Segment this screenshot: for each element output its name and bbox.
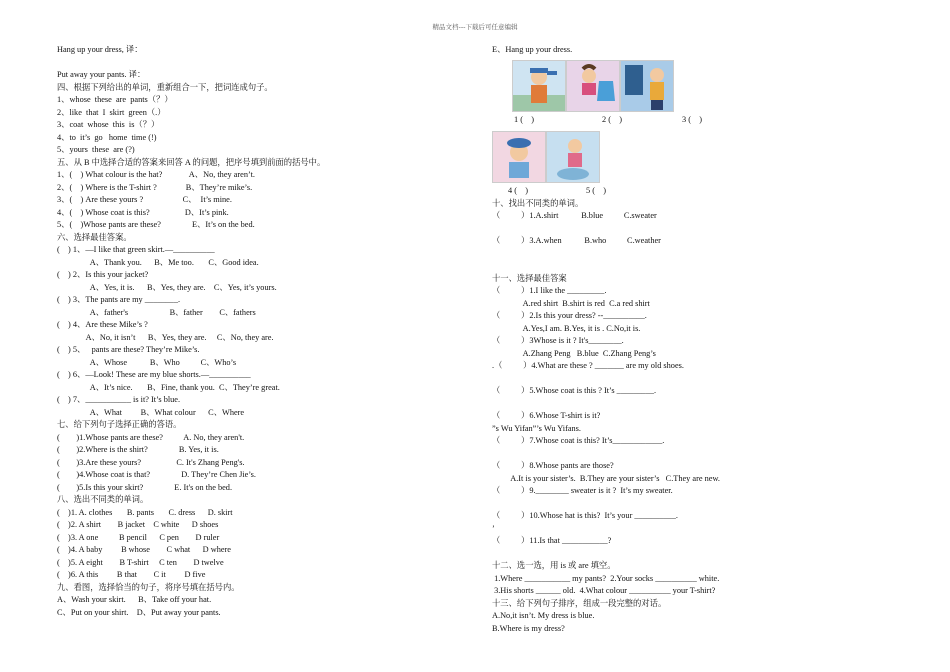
left-column-line: 1、whose these are pants（？） <box>57 95 173 104</box>
left-column-line: 5、( )Whose pants are these? E、It’s on the bed. <box>57 220 255 229</box>
right-column-line: A.Yes,I am. B.Yes, it is . C.No,it is. <box>492 323 641 333</box>
boy-taking-off-hat-picture <box>512 60 566 112</box>
left-column-line: A、Wash your skirt. B、Take off your hat. <box>57 595 212 604</box>
left-column-line: Put away your pants. 译： <box>57 70 146 79</box>
left-column-line: ( )2. A shirt B jacket C white D shoes <box>57 520 219 529</box>
left-column-line: ( ) 5、 pants are these? They’re Mike’s. <box>57 345 200 354</box>
right-column-line <box>492 548 912 561</box>
boy-putting-on-hat-picture <box>492 131 546 183</box>
left-column <box>57 44 457 619</box>
left-column-line: ( )1. A. clothes B. pants C. dress D. skirt <box>57 507 233 517</box>
left-column-line: A、It’s nice. B、Fine, thank you. C、They’re great. <box>57 382 280 392</box>
right-column-line: （ ）3.A.when B.who C.weather <box>492 236 661 245</box>
left-column-line: 七、给下列句子选择正确的答语。 <box>57 420 182 429</box>
left-column-line: Hang up your dress, 译： <box>57 45 143 54</box>
left-column-line: ( ) 2、Is this your jacket? <box>57 270 149 279</box>
picture-4-label: 4 ( ) <box>508 185 529 195</box>
left-column-line: ( )4.Whose coat is that? D. They’re Chen Jie’s. <box>57 470 256 479</box>
girl-with-skirt-picture <box>566 60 620 112</box>
left-column-line: ( ) 1、—I like that green skirt.—__________ <box>57 245 215 254</box>
left-column-line: 3、( ) Are these yours ? C、 It’s mine. <box>57 195 232 204</box>
left-column-line: 1、( ) What colour is the hat? A、No, they aren’t. <box>57 170 256 179</box>
right-column-line: 十三、给下列句子排序，组成一段完整的对话。 <box>492 598 667 608</box>
right-column-line: （ ）1.I like the _________. <box>492 286 607 295</box>
boy-hanging-clothes-picture <box>620 60 674 112</box>
left-column-line <box>57 57 457 70</box>
right-column-line: ”s Wu Yifan”’s Wu Yifans. <box>492 423 581 433</box>
right-column-line: 十、找出不同类的单词。 <box>492 198 584 208</box>
left-column-line: 五、从 B 中选择合适的答案来回答 A 的问题，把序号填到前面的括号中。 <box>57 157 326 167</box>
right-exercises <box>492 198 912 636</box>
right-column-line: （ ）5.Whose coat is this ? It’s _________. <box>492 386 657 395</box>
right-column-line: （ ）8.Whose pants are those? <box>492 461 614 470</box>
left-column-line: ( ) 6、—Look! These are my blue shorts.—__________ <box>57 370 251 379</box>
right-column-line <box>492 498 912 511</box>
right-column-line <box>492 448 912 461</box>
left-column-line: A、What B、What colour C、Where <box>57 407 245 417</box>
left-column-line: 九、看图，选择恰当的句子，将序号填在括号内。 <box>57 582 240 592</box>
right-column-line: B.Where is my dress? <box>492 623 565 633</box>
right-column-line: （ ）7.Whose coat is this? It’s____________. <box>492 436 665 445</box>
left-column-line: ( ) 4、Are these Mike’s ? <box>57 320 148 329</box>
left-column-line: A、Whose B、Who C、Who’s <box>57 357 237 367</box>
right-column-line: 十二、选一选，用 is 或 are 填空。 <box>492 561 616 570</box>
right-column-line: A.red shirt B.shirt is red C.a red shirt <box>492 298 650 308</box>
left-column-line: ( )6. A this B that C it D five <box>57 570 206 579</box>
right-column-line: （ ）11.Is that ___________? <box>492 536 612 545</box>
right-column-line: .（ ）4.What are these ? _______ are my old shoes. <box>492 361 684 370</box>
left-column-line: 4、to it’s go home time (!) <box>57 132 157 142</box>
left-column-line: ( )1.Whose pants are these? A. No, they aren't. <box>57 432 245 442</box>
right-column-line: 3.His shorts ______ old. 4.What colour __________ your T-shirt? <box>492 586 716 595</box>
right-column-line: ’ <box>492 523 495 533</box>
left-column-line: A、Thank you. B、Me too. C、Good idea. <box>57 257 259 267</box>
left-column-line: A、father's B、father C、fathers <box>57 307 256 317</box>
page-header: 精品文档---下载后可任意编辑 <box>432 23 518 31</box>
left-column-line: ( ) 7、___________ is it? It’s blue. <box>57 395 181 404</box>
right-column <box>492 44 912 635</box>
picture-row-1 <box>512 60 912 112</box>
right-column-line: A.It is your sister’s. B.They are your sister’s C.They are new. <box>492 473 720 483</box>
picture-row-2 <box>492 131 912 183</box>
right-column-line <box>492 373 912 386</box>
left-column-line: ( )3.Are these yours? C. It's Zhang Peng's. <box>57 457 245 467</box>
left-column-line: 2、like that I skirt green（.） <box>57 107 166 117</box>
left-column-line: A、Yes, it is. B、Yes, they are. C、Yes, it’s yours. <box>57 282 277 292</box>
left-column-line: 八、选出不同类的单词。 <box>57 495 149 504</box>
left-column-line: 4、( ) Whose coat is this? D、It’s pink. <box>57 207 229 217</box>
left-column-line: ( ) 3、The pants are my ________. <box>57 295 181 304</box>
picture-3-label: 3 ( ) <box>682 114 703 124</box>
option-e: E、Hang up your dress. <box>492 45 573 54</box>
left-column-line: ( )3. A one B pencil C pen D ruler <box>57 532 220 542</box>
picture-2-label: 2 ( ) <box>602 114 623 124</box>
right-column-line: （ ）1.A.shirt B.blue C.sweater <box>492 211 657 220</box>
right-column-line: （ ）6.Whose T-shirt is it? <box>492 411 601 420</box>
left-column-line: A、No, it isn’t B、Yes, they are. C、No, they are. <box>57 332 274 342</box>
left-column-line: 5、yours these are (?) <box>57 145 135 154</box>
picture-5-label: 5 ( ) <box>586 185 607 195</box>
left-column-line: 3、coat whose this is（？） <box>57 120 160 129</box>
right-column-line <box>492 223 912 236</box>
right-column-line <box>492 260 912 273</box>
left-column-line: ( )2.Where is the shirt? B. Yes, it is. <box>57 445 219 454</box>
right-column-line: A.No,it isn’t. My dress is blue. <box>492 611 595 620</box>
girl-washing-picture <box>546 131 600 183</box>
right-column-line <box>492 398 912 411</box>
left-column-line: ( )5. A eight B T-shirt C ten D twelve <box>57 557 224 567</box>
picture-labels-row-2 <box>492 185 912 198</box>
right-column-line: （ ）3Whose is it ? It's________. <box>492 336 624 345</box>
left-column-line: ( )4. A baby B whose C what D where <box>57 545 231 554</box>
right-column-line: （ ）2.Is this your dress? --__________. <box>492 311 647 320</box>
picture-labels-row-1 <box>492 114 912 127</box>
left-column-line: 四、根据下列给出的单词，重新组合一下，把词连成句子。 <box>57 82 273 92</box>
right-column-line: 1.Where ___________ my pants? 2.Your socks __________ white. <box>492 573 720 583</box>
left-column-line: 2、( ) Where is the T-shirt ? B、They’re mike’s. <box>57 182 253 192</box>
left-column-line: C、Put on your shirt. D、Put away your pants. <box>57 607 221 617</box>
right-column-line <box>492 248 912 261</box>
right-column-line: A.Zhang Peng B.blue C.Zhang Peng’s <box>492 348 656 358</box>
right-column-line: （ ）10.Whose hat is this? It’s your __________. <box>492 511 678 520</box>
picture-1-label: 1 ( ) <box>514 114 535 124</box>
left-column-line: 六、选择最佳答案。 <box>57 232 132 242</box>
right-column-line: （ ）9.________ sweater is it ? It’s my sweater. <box>492 486 673 495</box>
left-column-line: ( )5.Is this your skirt? E. It's on the bed. <box>57 482 233 492</box>
right-column-line: 十一、选择最佳答案 <box>492 273 567 283</box>
